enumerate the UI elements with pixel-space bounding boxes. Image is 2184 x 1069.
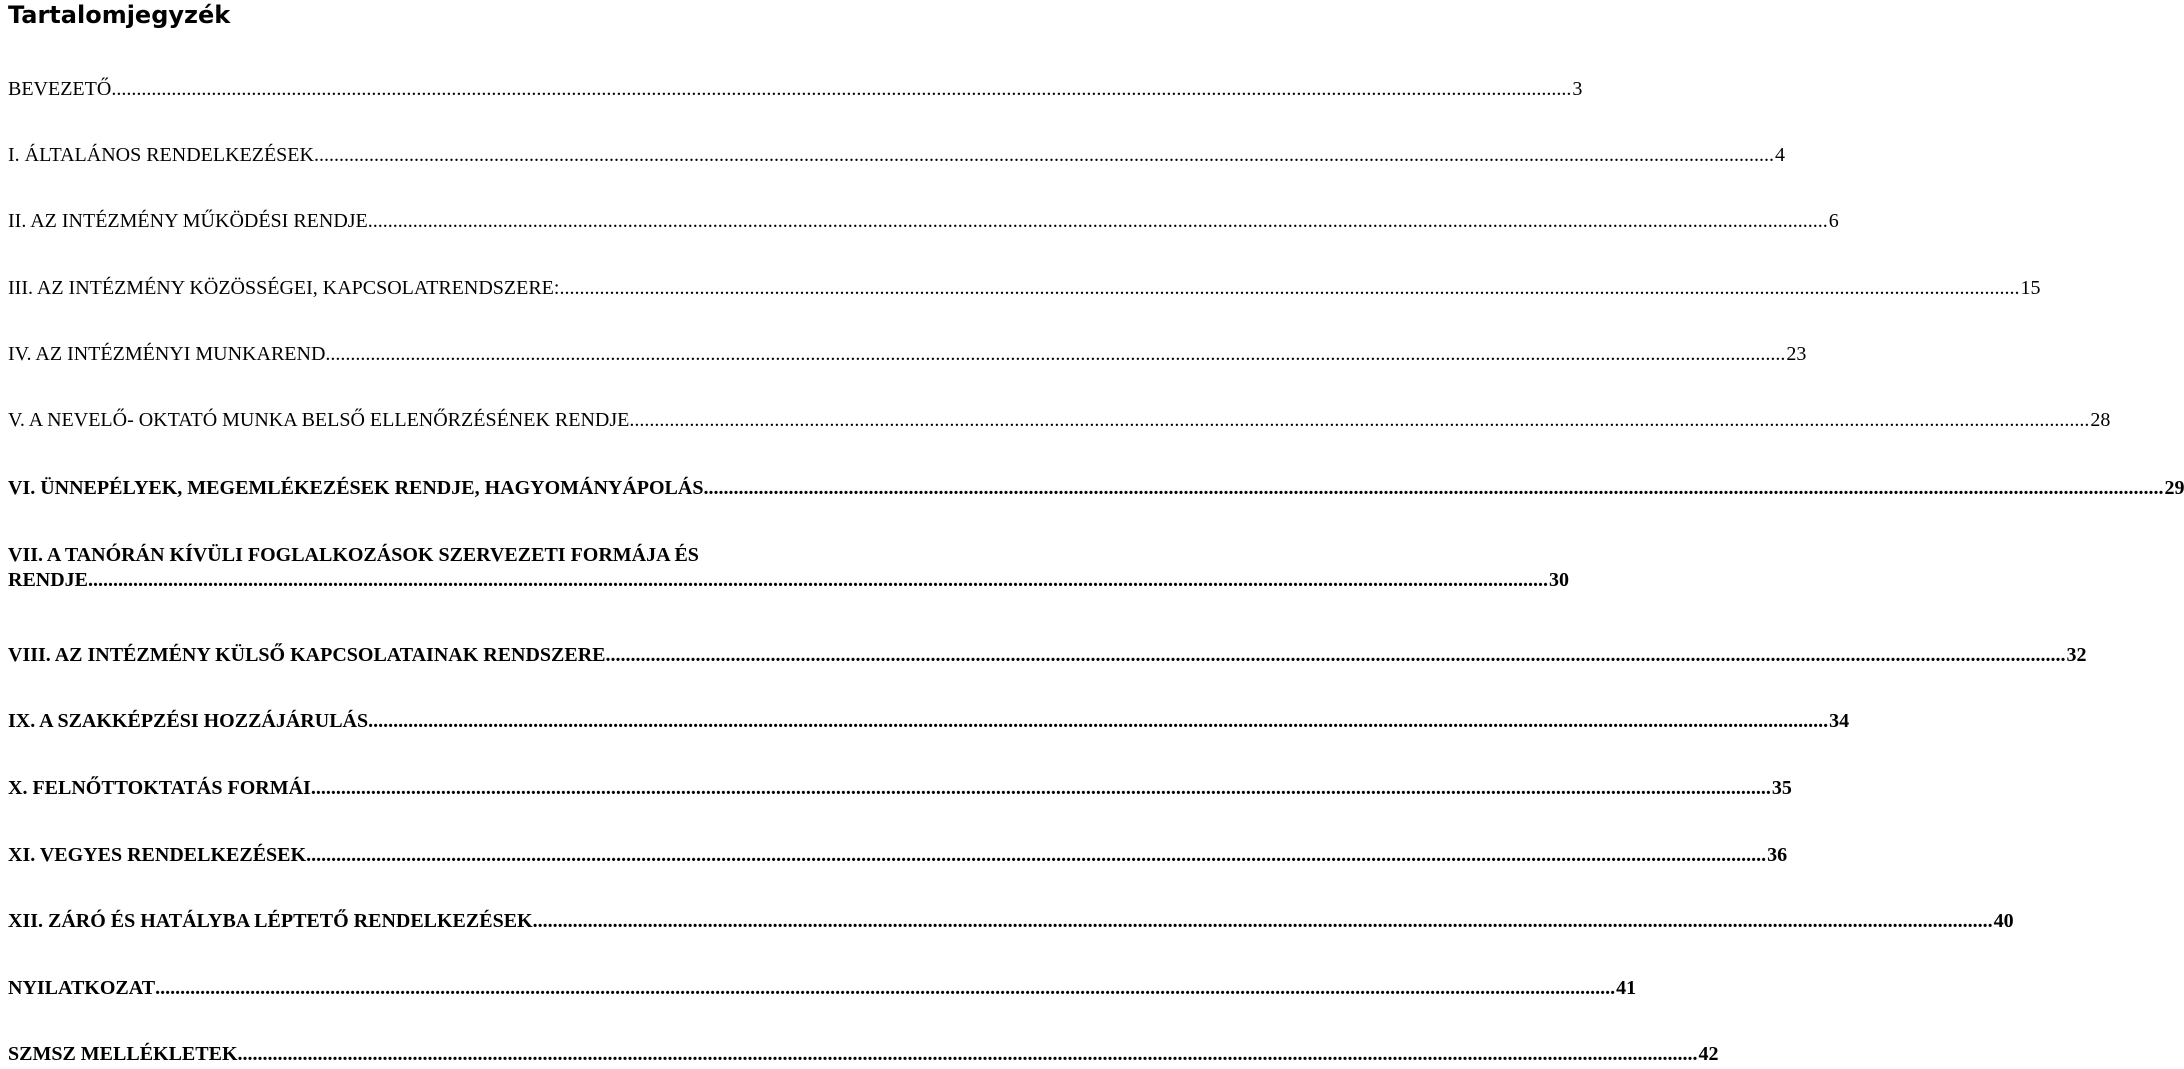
toc-entry-page: 30	[1549, 569, 1570, 591]
dot-leader	[559, 276, 2019, 301]
dot-leader	[314, 143, 1774, 168]
dot-leader	[88, 568, 1548, 593]
dot-leader	[629, 408, 2089, 433]
dot-leader	[703, 476, 2163, 501]
page-title: Tartalomjegyzék	[8, 1, 231, 29]
toc-entry-label: V. A NEVELŐ- OKTATÓ MUNKA BELSŐ ELLENŐRZÉSÉNEK RENDJE	[8, 409, 630, 431]
toc-entry-ix[interactable]	[8, 709, 1850, 734]
toc-entry-label: XI. VEGYES RENDELKEZÉSEK	[8, 844, 307, 866]
dot-leader	[533, 909, 1993, 934]
toc-entry-x[interactable]	[8, 776, 1792, 801]
toc-entry-nyilatkozat[interactable]	[8, 976, 1637, 1001]
toc-entry-label: III. AZ INTÉZMÉNY KÖZÖSSÉGEI, KAPCSOLATRENDSZERE:	[8, 277, 560, 299]
dot-leader	[111, 77, 1571, 102]
toc-entry-vi[interactable]	[8, 476, 2184, 501]
toc-entry-label: NYILATKOZAT	[8, 977, 156, 999]
toc-entry-iii[interactable]	[8, 276, 2041, 301]
dot-leader	[368, 709, 1828, 734]
toc-entry-bevezeto[interactable]	[8, 77, 1583, 102]
toc-entry-page: 34	[1829, 710, 1850, 732]
toc-entry-xii[interactable]	[8, 909, 2014, 934]
dot-leader	[325, 342, 1785, 367]
toc-entry-page: 41	[1616, 977, 1637, 999]
toc-entry-xi[interactable]	[8, 843, 1788, 868]
toc-entry-label: RENDJE	[8, 569, 89, 591]
toc-entry-ii[interactable]	[8, 209, 1839, 234]
dot-leader	[368, 209, 1828, 234]
toc-entry-vii[interactable]	[8, 543, 1570, 593]
toc-entry-page: 29	[2164, 477, 2184, 499]
dot-leader	[311, 776, 1771, 801]
toc-entry-page: 3	[1572, 78, 1583, 100]
dot-leader	[238, 1042, 1698, 1067]
toc-entry-page: 4	[1774, 144, 1785, 166]
toc-entry-label: I. ÁLTALÁNOS RENDELKEZÉSEK	[8, 144, 314, 166]
toc-entry-page: 42	[1698, 1043, 1719, 1065]
toc-entry-page: 35	[1771, 777, 1792, 799]
toc-entry-label: IV. AZ INTÉZMÉNYI MUNKAREND	[8, 343, 326, 365]
dot-leader	[606, 643, 2066, 668]
toc-entry-page: 36	[1767, 844, 1788, 866]
toc-entry-page: 32	[2066, 644, 2087, 666]
toc-entry-label: SZMSZ MELLÉKLETEK	[8, 1043, 238, 1065]
toc-entry-label: II. AZ INTÉZMÉNY MŰKÖDÉSI RENDJE	[8, 210, 368, 232]
dot-leader	[306, 843, 1766, 868]
toc-entry-label-line1: VII. A TANÓRÁN KÍVÜLI FOGLALKOZÁSOK SZERVEZETI FORMÁJA ÉS	[8, 544, 699, 566]
dot-leader	[155, 976, 1615, 1001]
toc-entry-i[interactable]	[8, 143, 1785, 168]
toc-entry-page: 23	[1786, 343, 1807, 365]
toc-entry-page: 28	[2090, 409, 2111, 431]
toc-entry-v[interactable]	[8, 408, 2111, 433]
toc-entry-label: IX. A SZAKKÉPZÉSI HOZZÁJÁRULÁS	[8, 710, 369, 732]
toc-entry-page: 15	[2020, 277, 2041, 299]
toc-entry-label: VI. ÜNNEPÉLYEK, MEGEMLÉKEZÉSEK RENDJE, HAGYOMÁNYÁPOLÁS	[8, 477, 704, 499]
toc-entry-label: X. FELNŐTTOKTATÁS FORMÁI	[8, 777, 311, 799]
toc-entry-viii[interactable]	[8, 643, 2087, 668]
toc-entry-label: VIII. AZ INTÉZMÉNY KÜLSŐ KAPCSOLATAINAK RENDSZERE	[8, 644, 606, 666]
toc-entry-page: 40	[1993, 910, 2014, 932]
toc-entry-mellekletek[interactable]	[8, 1042, 1719, 1067]
toc-entry-label: XII. ZÁRÓ ÉS HATÁLYBA LÉPTETŐ RENDELKEZÉSEK	[8, 910, 533, 932]
toc-entry-label: BEVEZETŐ	[8, 78, 112, 100]
toc-entry-page: 6	[1828, 210, 1839, 232]
toc-entry-iv[interactable]	[8, 342, 1807, 367]
